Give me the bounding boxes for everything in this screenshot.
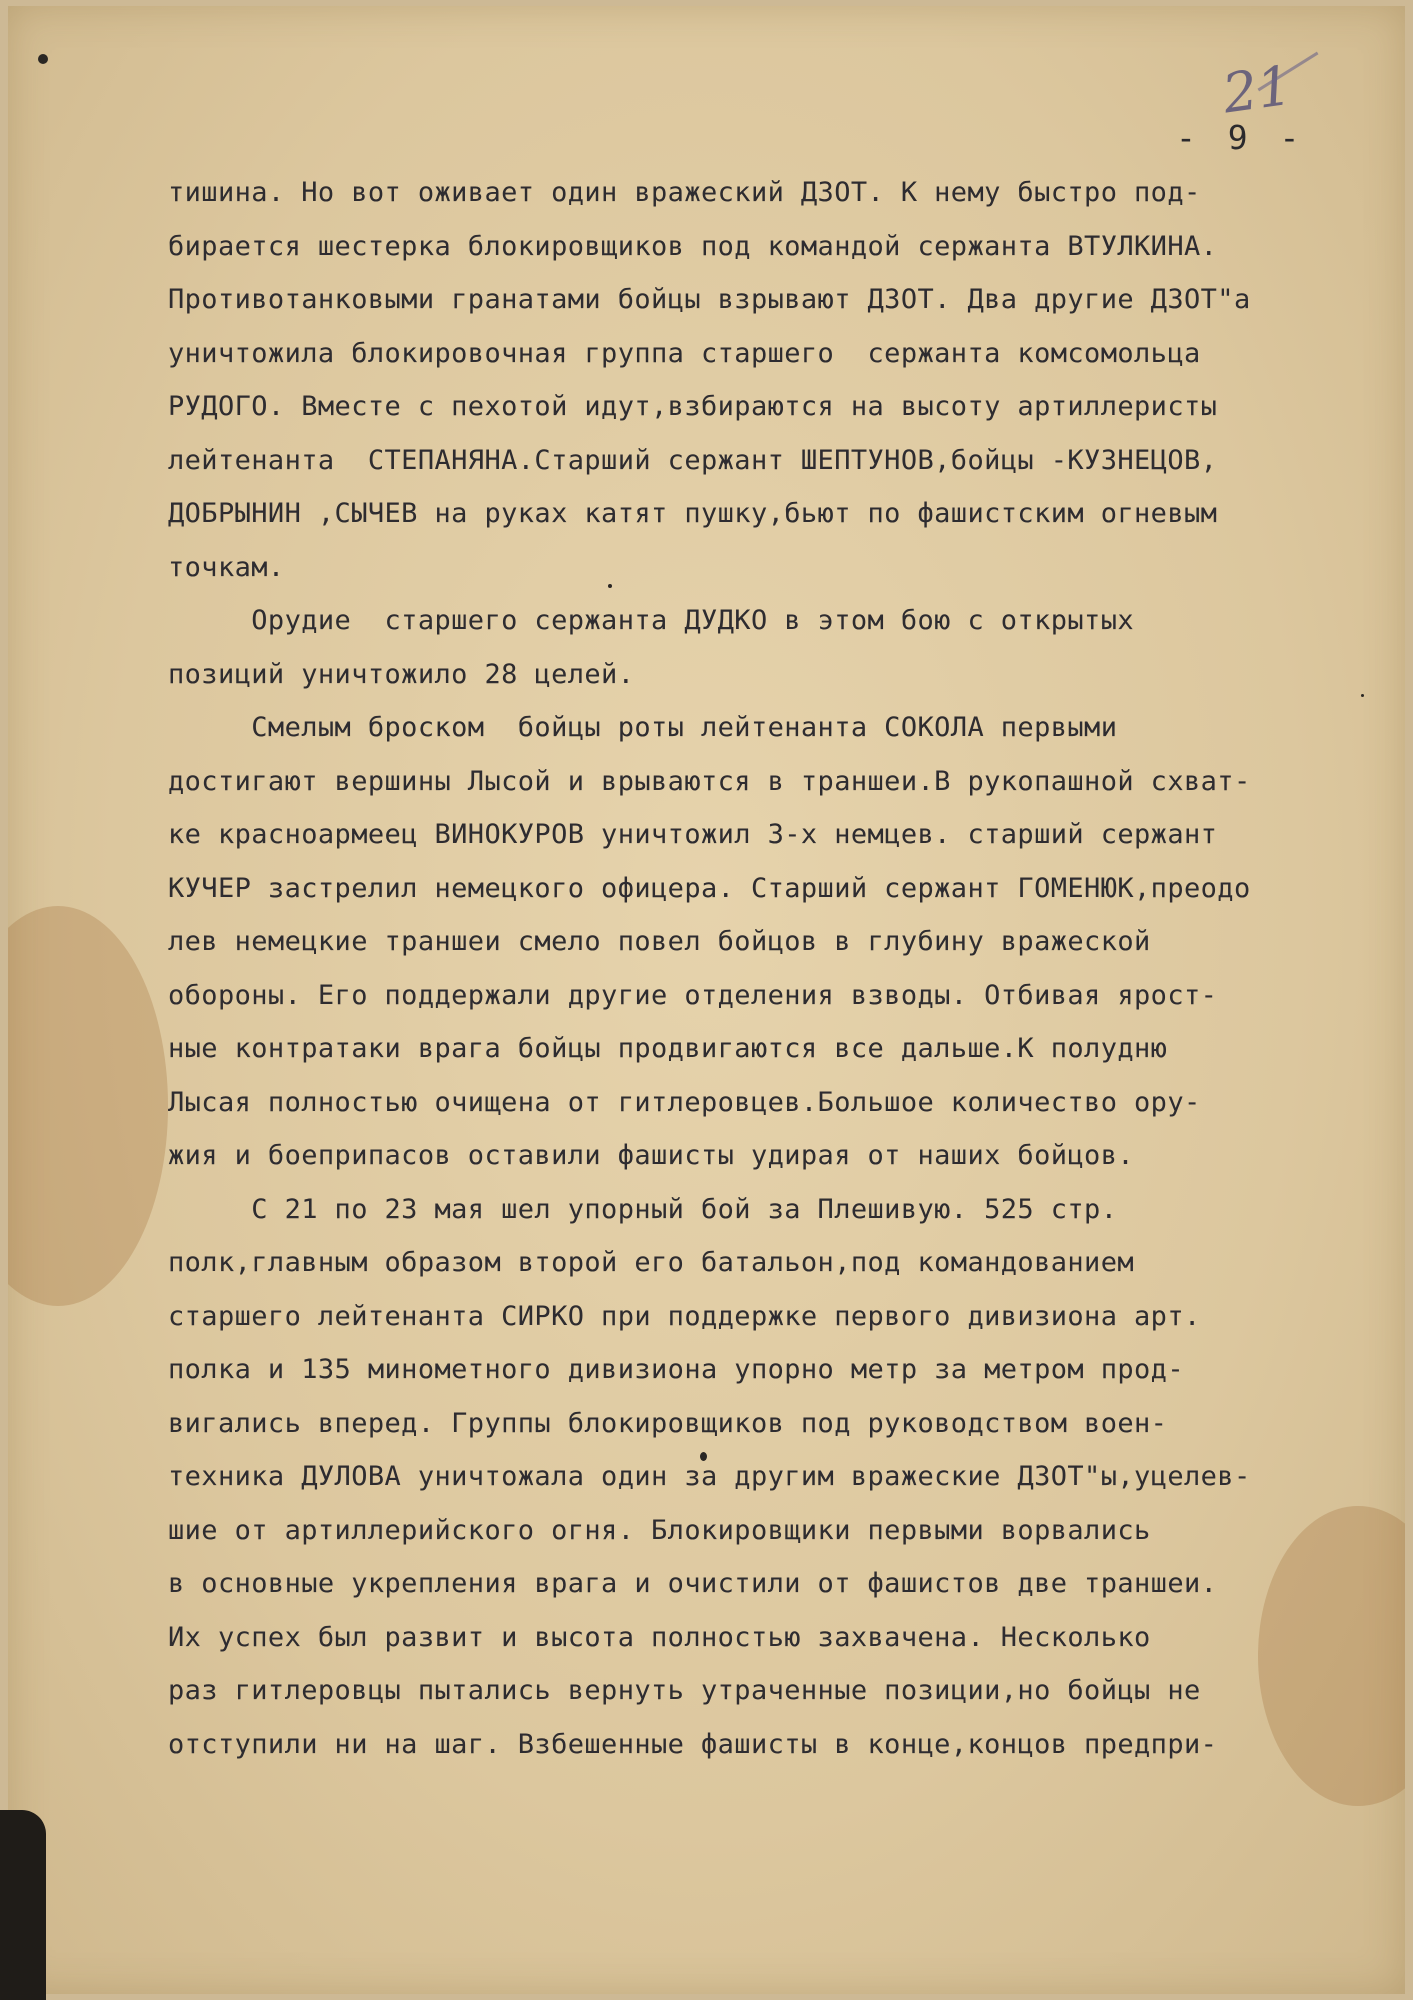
text-line: полка и 135 минометного дивизиона упорно метр за метром прод- [168,1354,1184,1385]
text-line: обороны. Его поддержали другие отделения взводы. Отбивая ярост- [168,979,1218,1011]
ink-dot [700,1452,707,1461]
text-line: Противотанковыми гранатами бойцы взрывают ДЗОТ. Два другие ДЗОТ"а [168,284,1251,315]
text-line: Смелым броском бойцы роты лейтенанта СОКОЛА первыми [168,712,1118,743]
text-line: С 21 по 23 мая шел упорный бой за Плешивую. 525 стр. [168,1193,1118,1225]
body-text [168,166,1388,1771]
text-line: старшего лейтенанта СИРКО при поддержке первого дивизиона арт. [168,1300,1201,1332]
text-line: Орудие старшего сержанта ДУДКО в этом бою с открытых [168,605,1135,636]
stain [8,906,168,1306]
text-line: отступили ни на шаг. Взбешенные фашисты в конце,концов предпри- [168,1728,1218,1760]
text-line: ДОБРЫНИН ,СЫЧЕВ на руках катят пушку,бьют по фашистским огневым [168,498,1218,529]
text-line: полк,главным образом второй его батальон,под командованием [168,1247,1135,1278]
text-line: в основные укрепления врага и очистили от фашистов две траншеи. [168,1568,1218,1599]
text-line: вигались вперед. Группы блокировщиков под руководством воен- [168,1407,1168,1439]
text-line: тишина. Но вот оживает один вражеский ДЗОТ. К нему быстро под- [168,177,1201,208]
text-line: РУДОГО. Вместе с пехотой идут,взбираются на высоту артиллеристы [168,391,1218,422]
text-line: позиций уничтожило 28 целей. [168,658,635,690]
text-line: ные контратаки врага бойцы продвигаются все дальше.К полудню [168,1033,1168,1064]
text-line: точкам. [168,551,285,583]
ink-dot [1361,694,1364,697]
text-line: лейтенанта СТЕПАНЯНА.Старший сержант ШЕПТУНОВ,бойцы -КУЗНЕЦОВ, [168,444,1218,476]
text-line: ке красноармеец ВИНОКУРОВ уничтожил 3-х немцев. старший сержант [168,819,1218,850]
text-line: уничтожила блокировочная группа старшего сержанта комсомольца [168,337,1201,369]
torn-corner [0,1810,46,2000]
text-line: жия и боеприпасов оставили фашисты удирая от наших бойцов. [168,1140,1135,1171]
ink-dot [38,54,48,64]
text-line: раз гитлеровцы пытались вернуть утраченные позиции,но бойцы не [168,1675,1201,1706]
ink-dot [608,584,612,588]
page-number: - 9 - [1176,118,1306,157]
text-line: КУЧЕР застрелил немецкого офицера. Старший сержант ГОМЕНЮК,преодо [168,872,1251,904]
text-line: достигают вершины Лысой и врываются в траншеи.В рукопашной схват- [168,765,1251,797]
text-line: шие от артиллерийского огня. Блокировщики первыми ворвались [168,1514,1151,1546]
text-line: бирается шестерка блокировщиков под командой сержанта ВТУЛКИНА. [168,230,1218,262]
text-line: техника ДУЛОВА уничтожала один за другим вражеские ДЗОТ"ы,уцелев- [168,1461,1251,1492]
text-line: Их успех был развит и высота полностью захвачена. Несколько [168,1621,1151,1653]
document-page [8,6,1405,1994]
text-line: Лысая полностью очищена от гитлеровцев.Большое количество ору- [168,1086,1201,1118]
text-line: лев немецкие траншеи смело повел бойцов в глубину вражеской [168,926,1151,957]
archive-page-number: 21 [1218,53,1296,126]
